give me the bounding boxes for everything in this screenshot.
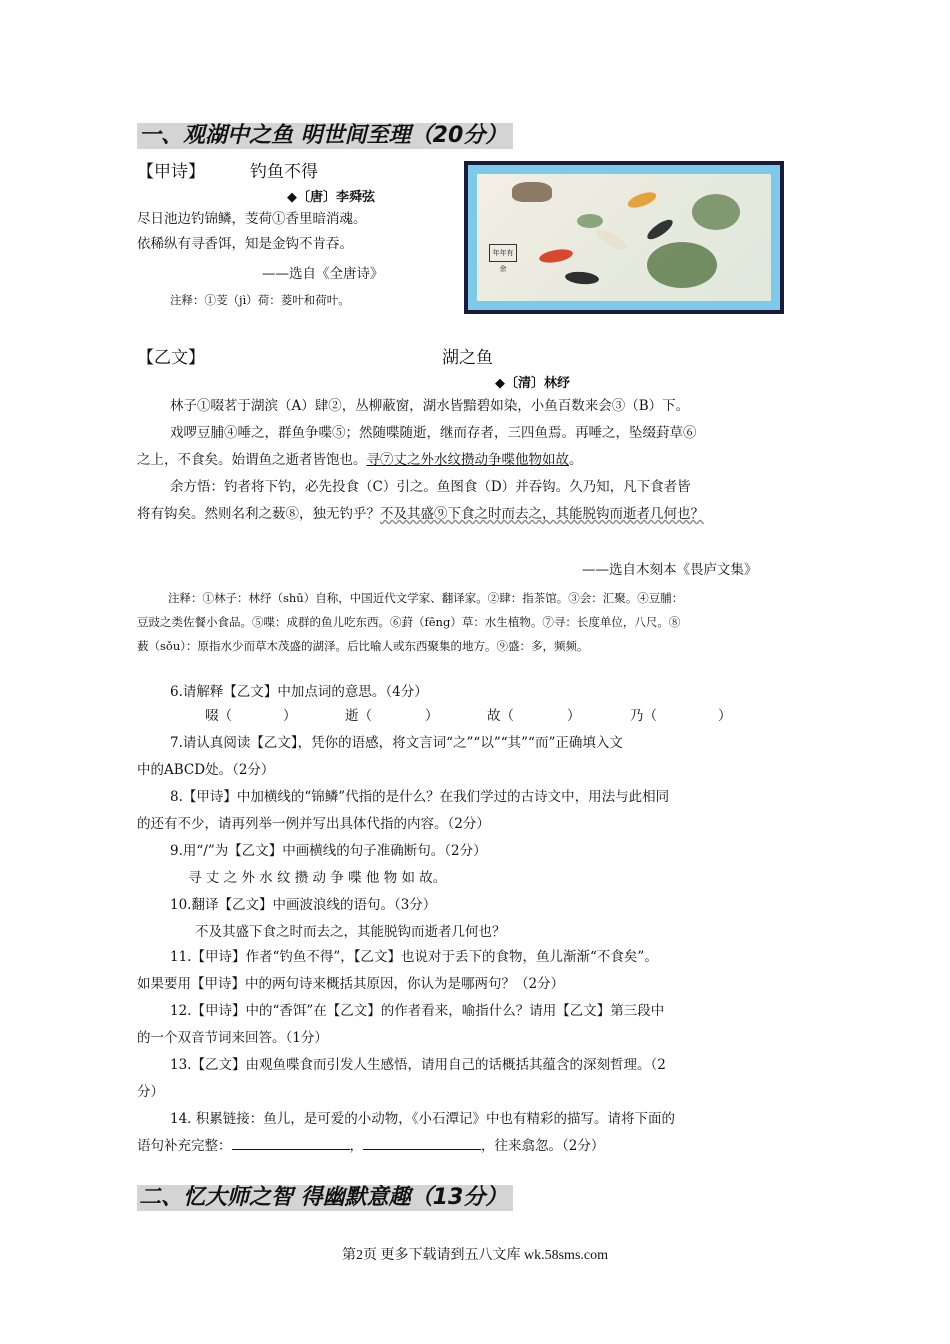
question-8-line-2: 的还有不少，请再列举一例并写出具体代指的内容。（2分） [137, 816, 490, 832]
essay-title: 湖之鱼 [442, 348, 493, 368]
q6-item-2-close: ） [425, 708, 439, 724]
poem-label: 【甲诗】 [137, 162, 205, 182]
answer-blank-2[interactable] [363, 1135, 481, 1150]
painting-seal: 年年有余 [489, 244, 517, 262]
question-6: 6.请解释【乙文】中加点词的意思。（4分） [170, 684, 428, 700]
question-11-line-1: 11.【甲诗】作者“钓鱼不得”，【乙文】也说对于丢下的食物，鱼儿渐渐“不食矣”。 [170, 949, 658, 965]
section-title-2: 二、忆大师之智 得幽默意趣（13分） [137, 1185, 513, 1211]
q6-item-4-close: ） [718, 708, 732, 724]
essay-note-2: 豆豉之类佐餐小食品。⑤喋：成群的鱼儿吃东西。⑥葑（fēng）草：水生植物。⑦寻：长度单位，八尺。⑧ [137, 615, 681, 629]
cat-figure [512, 182, 552, 202]
poem-line-1-text: 尽日池边钓锦鳞，芰荷①香里暗消魂。 [137, 211, 367, 227]
essay-paragraph-2a: 戏啰豆脯④唾之，群鱼争喋⑤；然随喋随逝，继而存者，三四鱼焉。再唾之，坠缀葑草⑥ [170, 425, 697, 441]
page-footer: 第2页 更多下载请到五八文库 wk.58sms.com [342, 1248, 608, 1263]
question-10-sentence: 不及其盛下食之时而去之，其能脱钩而逝者几何也？ [195, 924, 506, 940]
poem-note: 注释：①芰（jì）荷：菱叶和荷叶。 [170, 293, 350, 307]
poem-line-1 [137, 207, 367, 232]
question-14-line-1: 14. 积累链接：鱼儿，是可爱的小动物，《小石潭记》中也有精彩的描写。请将下面的 [170, 1111, 676, 1127]
wavy-sentence: 不及其盛⑨下食之时而去之，其能脱钩而逝者几何也？ [380, 506, 704, 522]
question-12-line-2: 的一个双音节词来回答。（1分） [137, 1030, 328, 1046]
poem-author: ◆〔唐〕李舜弦 [287, 190, 375, 205]
question-13-line-1: 13.【乙文】由观鱼喋食而引发人生感悟，请用自己的话概括其蕴含的深刻哲理。（2 [170, 1057, 666, 1073]
essay-note-1: 注释：①林子：林纾（shū）自称，中国近代文学家、翻译家。②肆：指茶馆。③会：汇聚。④豆脯： [168, 591, 684, 605]
koi-fish [626, 189, 658, 211]
lily-pad [577, 214, 603, 228]
underlined-sentence: 寻⑦丈之外水纹攒动争喋他物如故 [366, 452, 569, 468]
q6-item-2-open: 逝（ [345, 708, 372, 724]
painting-canvas [468, 165, 780, 310]
question-7-line-1: 7.请认真阅读【乙文】，凭你的语感，将文言词“之”“以”“其”“而”正确填入文 [170, 735, 623, 751]
koi-fish [594, 226, 629, 253]
essay-source: ——选自木刻本《畏庐文集》 [582, 562, 758, 578]
koi-fish [538, 247, 574, 265]
essay-p3b-text: 将有钩矣。然则名利之薮⑧，独无钓乎？ [137, 506, 380, 522]
q6-item-3-open: 故（ [487, 708, 514, 724]
essay-paragraph-2b [137, 447, 583, 474]
poem-line-2: 依稀纵有寻香饵，知是金钩不肯吞。 [137, 236, 353, 252]
q14-suffix: ，往来翕忽。（2分） [481, 1138, 605, 1154]
question-11-line-2: 如果要用【甲诗】中的两句诗来概括其原因，你认为是哪两句？（2分） [137, 976, 565, 992]
section-title-1: 一、观湖中之鱼 明世间至理（20分） [137, 123, 513, 149]
essay-author: ◆〔清〕林纾 [495, 376, 570, 391]
essay-note-3: 薮（sǒu）：原指水少而草木茂盛的湖泽。后比喻人或东西聚集的地方。⑨盛：多，频频。 [137, 639, 589, 653]
q6-item-3-close: ） [567, 708, 581, 724]
essay-paragraph-1: 林子①啜茗于湖滨（A）肆②，丛柳蔽窗，湖水皆黯碧如染，小鱼百数来会③（B）下。 [170, 398, 690, 414]
essay-p2b-text: 之上，不食矣。始谓鱼之逝者皆饱也。 [137, 452, 367, 468]
essay-paragraph-3a: 余方悟：钓者将下钓，必先投食（C）引之。鱼图食（D）并吞钩。久乃知，凡下食者皆 [170, 479, 691, 495]
question-9-sentence: 寻 丈 之 外 水 纹 攒 动 争 喋 他 物 如 故。 [188, 870, 447, 886]
question-10: 10.翻译【乙文】中画波浪线的语句。（3分） [170, 897, 437, 913]
question-12-line-1: 12.【甲诗】中的“香饵”在【乙文】的作者看来，喻指什么？请用【乙文】第三段中 [170, 1003, 665, 1019]
q6-item-1-close: ） [283, 708, 297, 724]
question-8-line-1: 8.【甲诗】中加横线的“锦鳞”代指的是什么？在我们学过的古诗文中，用法与此相同 [170, 789, 670, 805]
q14-prefix: 语句补充完整： [137, 1138, 232, 1154]
koi-fish [645, 216, 676, 242]
koi-painting [464, 161, 784, 314]
koi-fish [565, 271, 600, 286]
question-9: 9.用“/”为【乙文】中画横线的句子准确断句。（2分） [170, 843, 487, 859]
essay-p2b-end: 。 [569, 452, 583, 468]
question-13-line-2: 分） [137, 1084, 164, 1100]
poem-source: ——选自《全唐诗》 [262, 266, 384, 282]
lotus-leaf [647, 242, 717, 288]
essay-paragraph-3b [137, 501, 704, 528]
question-7-line-2: 中的ABCD处。（2分） [137, 762, 275, 778]
q14-comma: ， [349, 1138, 363, 1154]
q6-item-1-open: 啜（ [205, 708, 232, 724]
lotus-leaf [692, 194, 740, 230]
answer-blank-1[interactable] [232, 1135, 350, 1150]
poem-title: 钓鱼不得 [250, 162, 318, 182]
question-14-line-2 [137, 1134, 604, 1159]
q6-item-4-open: 乃（ [630, 708, 657, 724]
essay-label: 【乙文】 [137, 348, 205, 368]
